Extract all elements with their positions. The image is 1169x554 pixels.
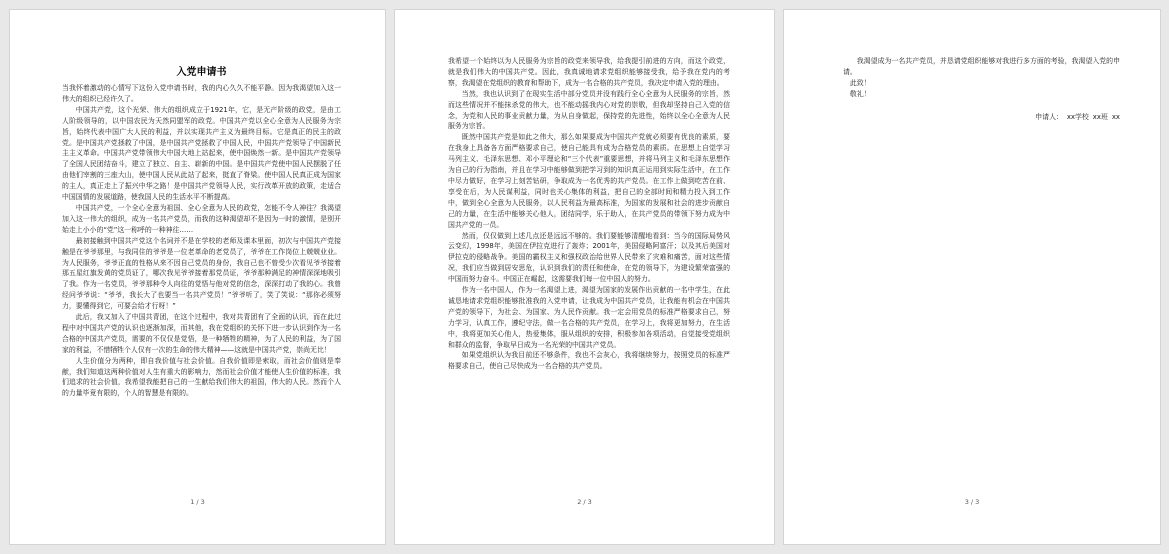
page-3-content — [843, 56, 1120, 504]
paragraph: 作为一名中国人，作为一名渴望上进，渴望为国家的发展作出贡献的一名中学生，在此诚恳地请求党组织能够批准我的入党申请，让我成为中国共产党员，让我能有机会在中国共产党的领导下，为社会、为国家、为人民作贡献。我一定会用党员的标准严格要求自己，努力学习，认真工作，遵纪守法，做一名合格的共产党员，在学习上，我将更加努力，在生活中，我将更加关心他人，热爱集体，服从组织的安排，积极参加各项活动，自觉接受党组织和群众的监督，争取早日成为一名光荣的中国共产党员。 — [448, 286, 730, 349]
signature-label: 申请人： — [1035, 112, 1063, 121]
page-2-content — [448, 56, 730, 504]
signature-class: xx班 — [1092, 112, 1108, 121]
paragraph: 当然，我也认识到了在现实生活中部分党员并没有践行全心全意为人民服务的宗旨，然而这些情况并不能抹杀党的伟大，也不能动摇我内心对党的崇敬，但我却坚持自己入党的信念，为党和人民的事业贡献力量，为从自身做起，保持党的先进性，始终以全心全意为人民服务为宗旨。 — [448, 89, 730, 131]
paragraph: 然而，仅仅做到上述几点还是远远不够的。我们要能够清醒地看到：当今的国际局势风云变幻，1998年，美国在伊拉克进行了轰炸；2001年，美国侵略阿富汗；以及其后美国对伊拉克的侵略战争。美国的霸权主义和强权政治给世界人民带来了灾难和痛苦，面对这些情况，我们应当做到居安思危，认识到我们的责任和使命，在党的领导下，为建设繁荣富强的中国而努力奋斗。中国正在崛起，这需要我们每一位中国人的努力。 — [448, 231, 730, 284]
paragraph: 最初接触到中国共产党这个名词并不是在学校的老师及课本里面，初次与中国共产党接触是在爷爷那里，与我同住的爷爷是一位老革命的老党员了，爷爷在工作岗位上兢兢业业。为人民服务，爷爷正直的性格从来不因自己党员的身份，我自己也不曾受少次看见爷爷接着那五星红旗发黄的党员证了，哪次我见爷爷接着那党员证，爷爷那种满足的神情深深地吸引了我。作为一名党员，爷爷那种令人向往的觉悟与他对党的信念，深深打动了我的心。我曾经问爷爷说：“爷爷，我长大了也要当一名共产党员！”爷爷听了，笑了笑说：“那你必须努力，要懂得到它，可要会给才行呀！” — [62, 236, 341, 311]
closing-line: 此致！ — [849, 78, 871, 87]
paragraph: 如果党组织认为我目前还不够条件，我也不会灰心，我将继续努力，按照党员的标准严格要求自己，使自己尽快成为一名合格的共产党员。 — [448, 351, 730, 371]
paragraph: 我希望一个始终以为人民服务为宗旨的政党来领导我，给我提引前进的方向，而这个政党，就是我们伟大的中国共产党。因此，我真诚地请求党组织能够接受我，给予我在党内的考察，我渴望在党组织的教育和帮助下，成为一名合格的共产党员，我决定申请入党的理由。 — [448, 57, 730, 87]
closing-line: 敬礼！ — [849, 89, 871, 98]
document-page-1 — [9, 9, 386, 545]
paragraph: 人生价值分为两种，即自我价值与社会价值。自我价值即是索取，而社会价值则是奉献，我们知道这两种价值对人生有重大的影响力，然而社会价值才能使人生价值的标准，我们追求的社会价值，我希望我能把自己的一生献给我们伟大的祖国，伟大的人民。然而个人的力量毕竟有限的，个人的智慧是有限的。 — [62, 356, 341, 398]
paragraph: 中国共产党，这个光荣、伟大的组织成立于1921年，它，是无产阶级的政党，是由工人阶级领导的，以中国农民为天然同盟军的政党。中国共产党以全心全意为人民服务为宗旨，始终代表中国广大人民的利益，并以实现共产主义为最终目标。它是真正的民主的政党。是中国共产党拯救了中国，是中国共产党拯救了中国人民，中国共产党领导了中国新民主主义革命。中国共产党带领伟大中国大地上站起来，使中国焕然一新。是中国共产党领导了全国人民团结奋斗，建立了独立、自主、崭新的中国。是中国共产党使中国人民摆脱了任由他们宰割的三座大山，使中国人民从此站了起来，挺直了脊梁。使中国人民真正成为国家的主人，真正走上了振兴中华之路！是中国共产党领导人民，实行改革开放的政策，走适合中国国情的发展道路，使我国人民的生活水平不断提高。 — [62, 105, 341, 202]
document-page-2 — [394, 9, 775, 545]
paragraph: 既然中国共产党是如此之伟大，那么如果要成为中国共产党就必须要有优良的素质，要在我身上具备各方面严格要求自己，使自己能具有成为合格党员的素质。在思想上自觉学习马列主义、毛泽东思想、邓小平理论和“三个代表”重要思想，并将马列主义和毛泽东思想作为自己的行为指南，并且在学习中能够做到把学习到的知识真正运用到实际生活中，在工作中尽力做好，在学习上刻苦钻研，争取成为一名优秀的共产党员。在工作上做到吃苦在前、享受在后，为人民谋利益，同时也关心集体的利益，把自己的全部时间和精力投入到工作中，做到全心全意为人民服务，以人民利益为最高标准，为国家的发展和社会的进步贡献自己的力量，在生活中能够关心他人，团结同学，乐于助人，在共产党员的带领下努力成为中国共产党的一员。 — [448, 133, 730, 229]
signature-line — [843, 112, 1120, 123]
paragraph: 中国共产党，一个全心全意为祖国、全心全意为人民的政党，怎能不令人神往？我渴望加入这一伟大的组织，成为一名共产党员，而我的这种渴望却不是因为一时的激情，是别开始走上小小的“党”这一称呼的一种神往…… — [62, 203, 341, 234]
page-number: 3 / 3 — [964, 498, 980, 506]
paragraph: 我渴望成为一名共产党员，并恳请党组织能够对我进行多方面的考验，我渴望入党的申请。 — [843, 57, 1120, 76]
page-number: 1 / 3 — [190, 498, 205, 506]
page-1-content — [62, 62, 341, 504]
signature-name: xx — [1111, 112, 1120, 121]
paragraph: 当我怀着激动的心情写下这份入党申请书时，我的内心久久不能平静。因为我渴望加入这一伟大的组织已经许久了。 — [62, 84, 341, 103]
document-page-3 — [783, 9, 1161, 545]
signature-school: xx学校 — [1066, 112, 1089, 121]
page-number: 2 / 3 — [577, 498, 592, 506]
paragraph: 此后，我又加入了中国共青团，在这个过程中，我对共青团有了全面的认识，而在此过程中对中国共产党的认识也逐渐加深，而其他，我在党组织的关怀下进一步认识到作为一名合格的中国共产党员，需要的不仅仅是觉悟，是一种牺牲的精神，为了人民的利益，为了国家的利益，不惜牺牲个人仅有一次的生命的伟大精神——这就是中国共产党，崇尚无比！ — [62, 313, 341, 354]
document-title: 入党申请书 — [176, 67, 227, 78]
